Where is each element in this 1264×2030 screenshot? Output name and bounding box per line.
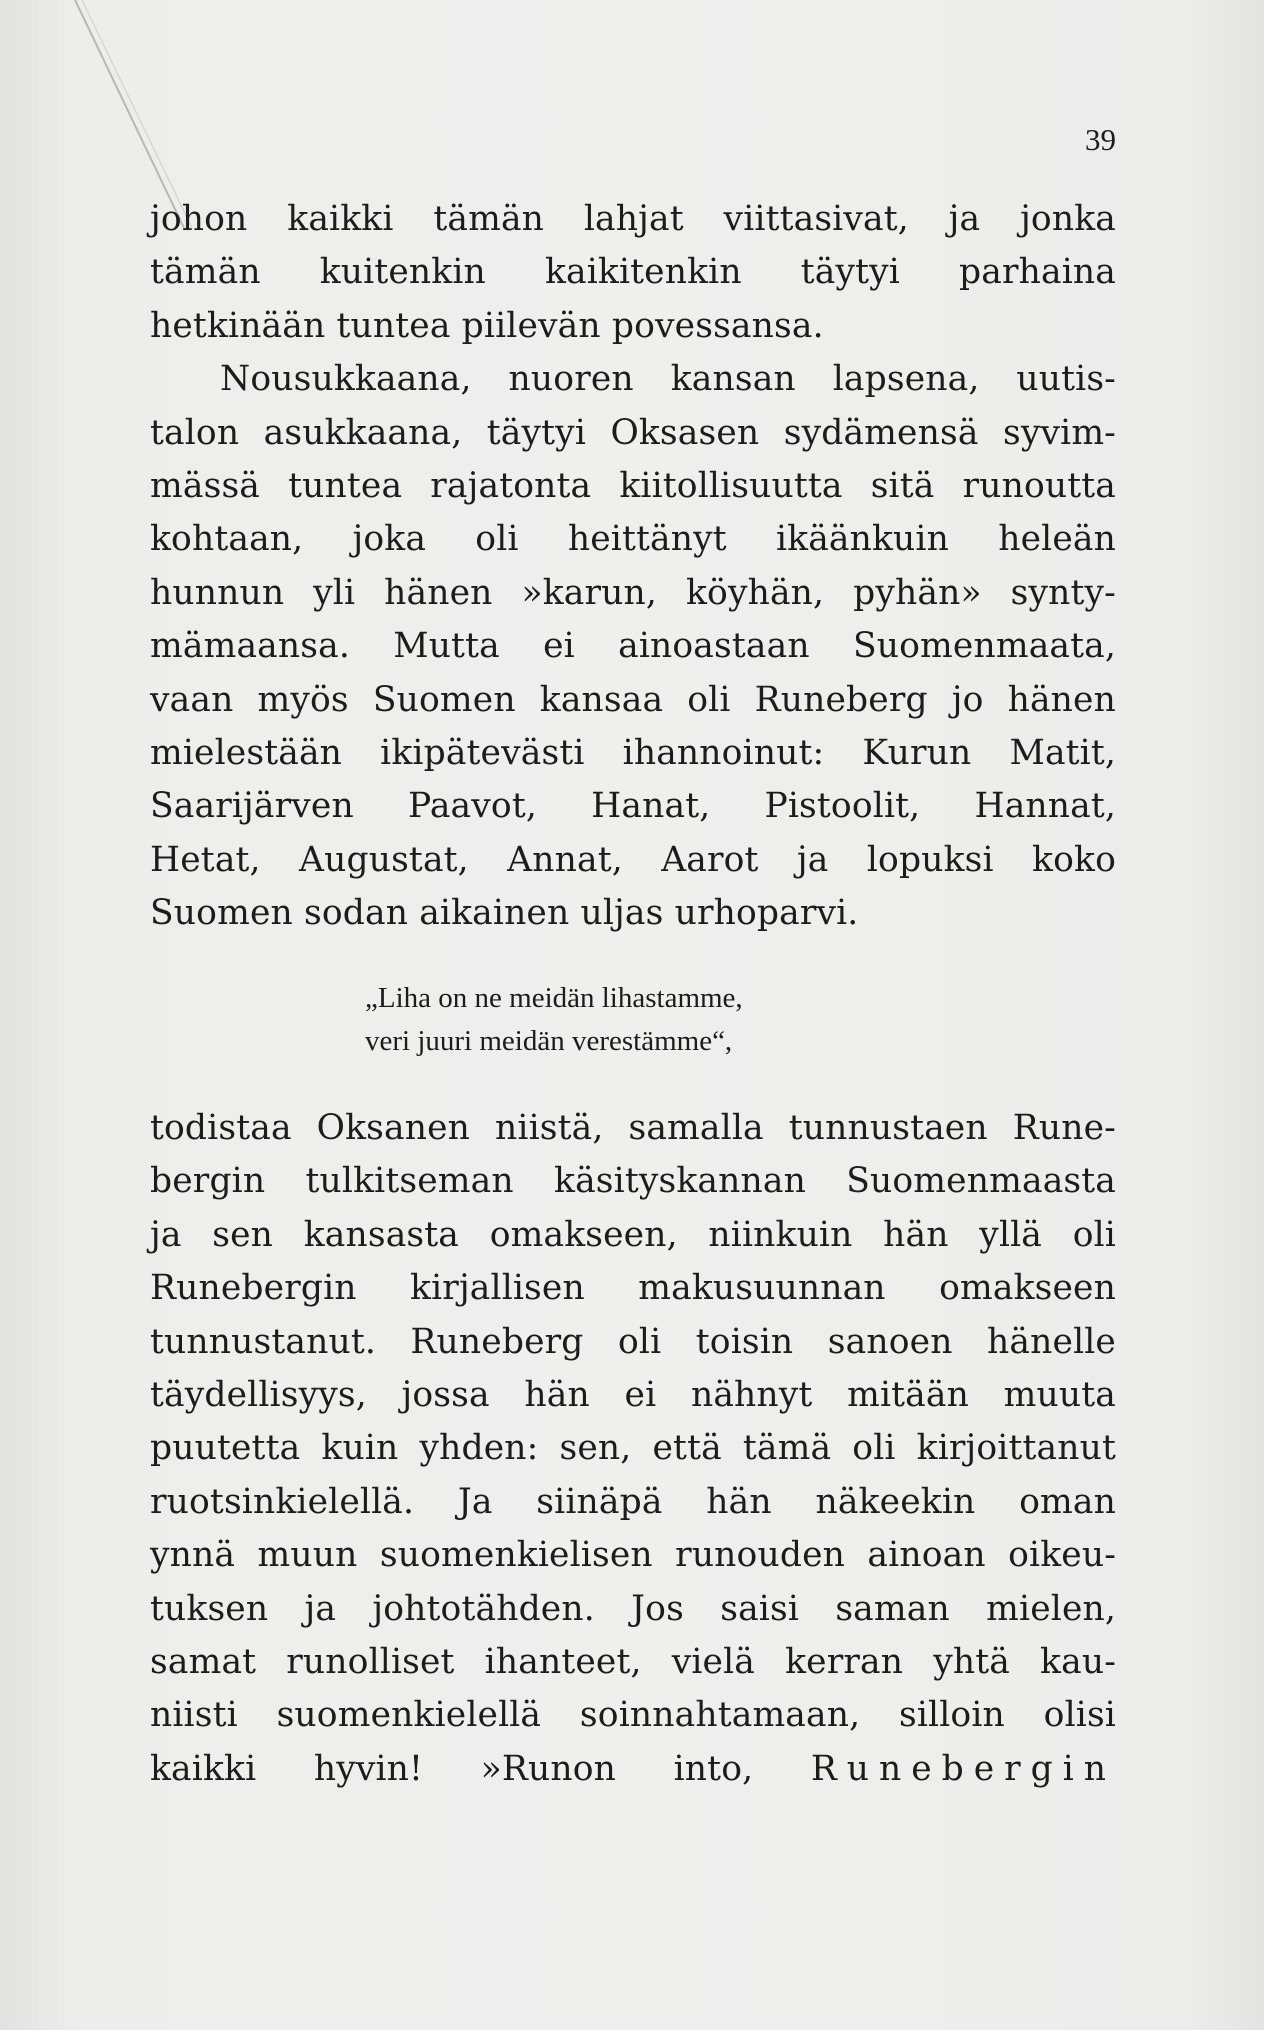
page-number: 39: [1085, 122, 1116, 157]
text-line: ynnä muun suomenkielisen runouden ainoan oikeu-: [150, 1535, 1116, 1576]
text-line: hetkinään tuntea piilevän povessansa.: [150, 305, 824, 346]
text-line: Nousukkaana, nuoren kansan lapsena, uutis-: [220, 359, 1116, 400]
text-line: ruotsinkielellä. Ja siinäpä hän näkeekin oman: [150, 1481, 1116, 1522]
text-line: hunnun yli hänen »karun, köyhän, pyhän» synty-: [150, 572, 1116, 613]
text-line: niisti suomenkielellä soinnahtamaan, silloin olisi: [150, 1695, 1116, 1736]
text-line: mässä tuntea rajatonta kiitollisuutta sitä runoutta: [150, 465, 1116, 506]
text-line: johon kaikki tämän lahjat viittasivat, ja jonka: [150, 199, 1116, 239]
text-line: täydellisyys, jossa hän ei nähnyt mitään muuta: [150, 1374, 1116, 1415]
text-line-last: [150, 1743, 1116, 1796]
text-line: talon asukkaana, täytyi Oksasen sydämensä syvim-: [150, 412, 1116, 453]
text-line: tuksen ja johtotähden. Jos saisi saman mielen,: [150, 1588, 1116, 1629]
text-line: samat runolliset ihanteet, vielä kerran yhtä kau-: [150, 1641, 1116, 1682]
text-line: tämän kuitenkin kaikitenkin täytyi parhaina: [150, 252, 1116, 293]
text-line: kohtaan, joka oli heittänyt ikäänkuin heleän: [150, 519, 1116, 560]
text-block-top: [150, 193, 1116, 940]
poem-quote: [365, 977, 925, 1063]
text-line: Suomen sodan aikainen uljas urhoparvi.: [150, 893, 859, 934]
text-line: ja sen kansasta omakseen, niinkuin hän yllä oli: [150, 1214, 1116, 1255]
text-line: Saarijärven Paavot, Hanat, Pistoolit, Hannat,: [150, 786, 1116, 827]
text-line: puutetta kuin yhden: sen, että tämä oli kirjoittanut: [150, 1428, 1116, 1469]
text-line: bergin tulkitseman käsityskannan Suomenmaasta: [150, 1161, 1116, 1202]
text-line: Runebergin kirjallisen makusuunnan omakseen: [150, 1268, 1116, 1309]
text-line: Hetat, Augustat, Annat, Aarot ja lopuksi koko: [150, 839, 1116, 880]
text-line: todistaa Oksanen niistä, samalla tunnustaen Rune-: [150, 1108, 1116, 1148]
text-line: mielestään ikipätevästi ihannoinut: Kurun Matit,: [150, 732, 1116, 773]
text-line: mämaansa. Mutta ei ainoastaan Suomenmaata,: [150, 626, 1116, 667]
text-line: vaan myös Suomen kansaa oli Runeberg jo hänen: [150, 679, 1116, 720]
text-block-bottom: [150, 1102, 1116, 1796]
quote-line: „Liha on ne meidän lihastamme,: [365, 982, 743, 1014]
spaced-name: Runebergin: [810, 1748, 1116, 1789]
text-line: tunnustanut. Runeberg oli toisin sanoen hänelle: [150, 1321, 1116, 1362]
last-line-text: kaikki hyvin! »Runon into,: [150, 1748, 754, 1789]
quote-line: veri juuri meidän verestämme“,: [365, 1025, 733, 1057]
